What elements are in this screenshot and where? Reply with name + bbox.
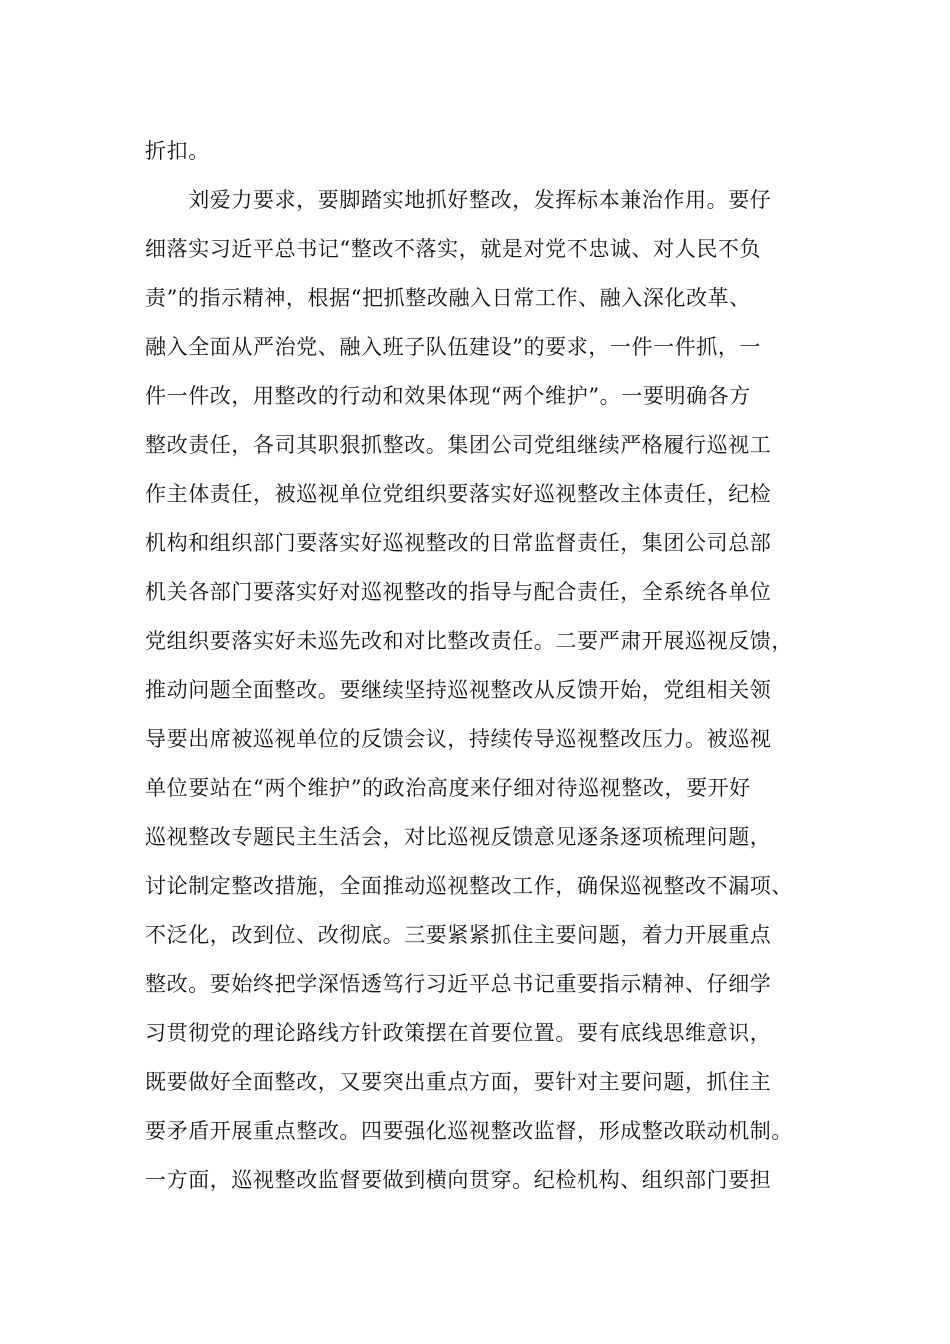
text-line: 单位要站在“两个维护”的政治高度来仔细对待巡视整改，要开好 [145, 776, 751, 800]
text-line: 责”的指示精神，根据“把抓整改融入日常工作、融入深化改革、 [145, 286, 751, 310]
text-line: 习贯彻党的理论路线方针政策摆在首要位置。要有底线思维意识， [145, 1021, 772, 1045]
text-line: 机关各部门要落实好对巡视整改的指导与配合责任，全系统各单位 [145, 580, 772, 604]
text-line: 刘爱力要求，要脚踏实地抓好整改，发挥标本兼治作用。要仔 [145, 188, 772, 212]
text-line: 机构和组织部门要落实好巡视整改的日常监督责任，集团公司总部 [145, 531, 772, 555]
text-line: 整改。要始终把学深悟透笃行习近平总书记重要指示精神、仔细学 [145, 972, 772, 996]
text-line: 巡视整改专题民主生活会，对比巡视反馈意见逐条逐项梳理问题， [145, 825, 772, 849]
text-line: 作主体责任，被巡视单位党组织要落实好巡视整改主体责任，纪检 [145, 482, 772, 506]
text-line: 要矛盾开展重点整改。四要强化巡视整改监督，形成整改联动机制。 [145, 1119, 793, 1143]
text-line: 件一件改，用整改的行动和效果体现“两个维护”。一要明确各方 [145, 384, 751, 408]
text-line: 不泛化，改到位、改彻底。三要紧紧抓住主要问题，着力开展重点 [145, 923, 772, 947]
text-line: 推动问题全面整改。要继续坚持巡视整改从反馈开始，党组相关领 [145, 678, 772, 702]
text-line: 折扣。 [145, 139, 210, 163]
text-line: 一方面，巡视整改监督要做到横向贯穿。纪检机构、组织部门要担 [145, 1168, 772, 1192]
text-line: 导要出席被巡视单位的反馈会议，持续传导巡视整改压力。被巡视 [145, 727, 772, 751]
text-line: 融入全面从严治党、融入班子队伍建设”的要求，一件一件抓，一 [145, 335, 762, 359]
text-line: 讨论制定整改措施，全面推动巡视整改工作，确保巡视整改不漏项、 [145, 874, 793, 898]
text-line: 细落实习近平总书记“整改不落实，就是对党不忠诚、对人民不负 [145, 237, 762, 261]
text-line: 党组织要落实好未巡先改和对比整改责任。二要严肃开展巡视反馈， [145, 629, 793, 653]
text-line: 整改责任，各司其职狠抓整改。集团公司党组继续严格履行巡视工 [145, 433, 772, 457]
text-line: 既要做好全面整改，又要突出重点方面，要针对主要问题，抓住主 [145, 1070, 772, 1094]
